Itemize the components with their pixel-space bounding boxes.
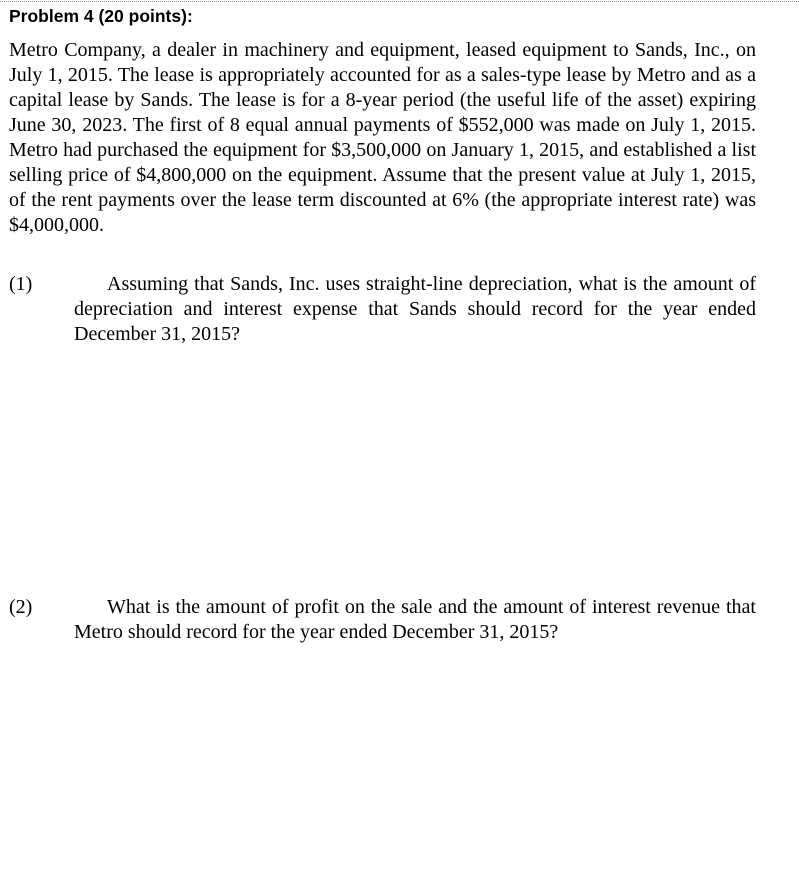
question-1: [9, 272, 756, 347]
question-2: [9, 595, 756, 645]
question-2-number: (2): [9, 596, 33, 618]
question-1-text: Assuming that Sands, Inc. uses straight-line depreciation, what is the amount of depreciation and interest expense that Sands should record for the year ended December 31, 2015?: [74, 273, 756, 345]
top-dotted-rule: [0, 1, 799, 2]
question-1-number: (1): [9, 273, 33, 295]
question-2-text: What is the amount of profit on the sale and the amount of interest revenue that Metro should record for the year ended December 31, 2015?: [74, 596, 756, 643]
problem-statement: Metro Company, a dealer in machinery and equipment, leased equipment to Sands, Inc., on July 1, 2015. The lease is appropriately accounted for as a sales-type lease by Metro and as a capital lease by Sands. The lease is for a 8-year period (the useful life of the asset) expiring June 30, 2023. The first of 8 equal annual payments of $552,000 was made on July 1, 2015. Metro had purchased the equipment for $3,500,000 on January 1, 2015, and established a list selling price of $4,800,000 on the equipment. Assume that the present value at July 1, 2015, of the rent payments over the lease term discounted at 6% (the appropriate interest rate) was $4,000,000.: [9, 39, 756, 236]
problem-title: Problem 4 (20 points):: [9, 6, 193, 26]
